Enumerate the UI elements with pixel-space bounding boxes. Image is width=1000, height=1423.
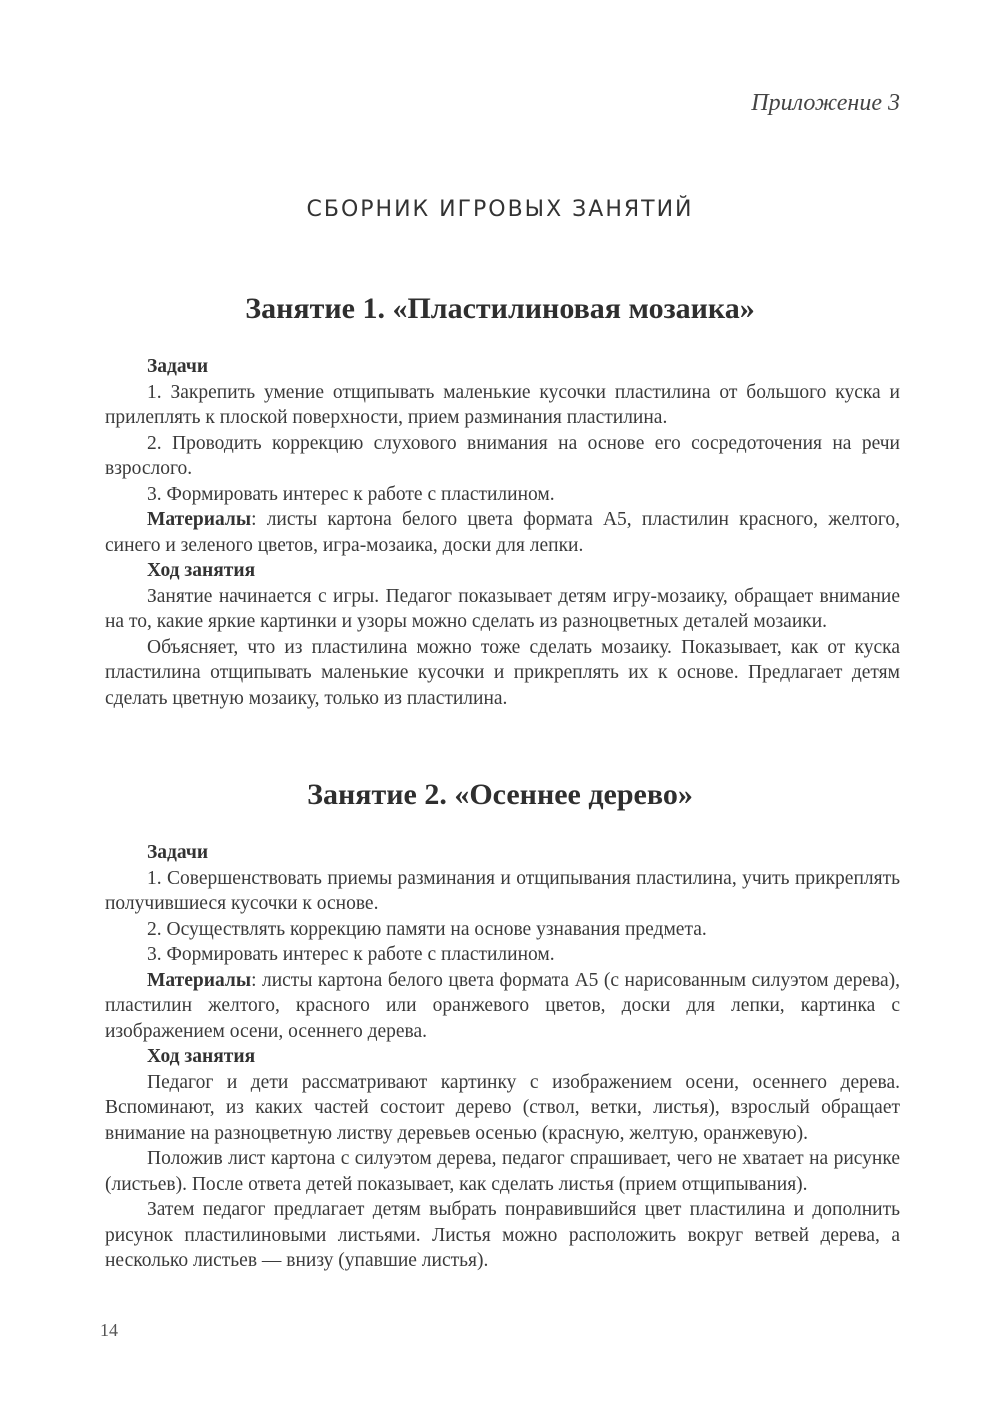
appendix-label: Приложение 3: [751, 90, 900, 116]
lesson1-course-heading: Ход занятия: [147, 560, 256, 581]
lesson1-task-1: 1. Закрепить умение отщипывать маленькие кусочки пластилина от большого куска и прилеплять к плоской поверхности, прием разминания пластилина.: [105, 381, 900, 428]
lesson1-body: [105, 354, 900, 711]
lesson2-paragraph-3: Затем педагог предлагает детям выбрать понравившийся цвет пластилина и дополнить рисунок пластилиновыми листьями. Листья можно расположить вокруг ветвей дерева, а несколько листьев — внизу (упавшие листья).: [105, 1199, 900, 1271]
lesson2-course-heading: Ход занятия: [147, 1046, 256, 1067]
lesson1-paragraph-2: Объясняет, что из пластилина можно тоже сделать мозаику. Показывает, как от куска пластилина отщипывать маленькие кусочки и прикреплять их к основе. Предлагает детям сделать цветную мозаику, только из пластилина.: [105, 636, 900, 709]
lesson2-materials: [105, 968, 900, 1045]
lesson1-materials-label: Материалы: [147, 509, 252, 530]
lesson2-paragraph-2: Положив лист картона с силуэтом дерева, педагог спрашивает, чего не хватает на рисунке (листьев). После ответа детей показывает, как сделать листья (прием отщипывания).: [105, 1148, 900, 1195]
lesson1-title: Занятие 1. «Пластилиновая мозаика»: [245, 292, 755, 325]
lesson2-task-1: 1. Совершенствовать приемы разминания и отщипывания пластилина, учить прикреплять получившиеся кусочки к основе.: [105, 867, 900, 914]
lesson1-tasks-heading: Задачи: [147, 356, 209, 377]
lesson2-task-2: 2. Осуществлять коррекцию памяти на основе узнавания предмета.: [147, 918, 707, 940]
lesson2-materials-label: Материалы: [147, 969, 252, 991]
collection-title: СБОРНИК ИГРОВЫХ ЗАНЯТИЙ: [306, 197, 694, 222]
page-number: 14: [100, 1320, 118, 1340]
lesson2-body: [105, 840, 900, 1274]
lesson1-paragraph-1: Занятие начинается с игры. Педагог показывает детям игру-мозаику, обращает внимание на то, какие яркие картинки и узоры можно сделать из разноцветных деталей мозаики.: [105, 585, 900, 632]
lesson2-title: Занятие 2. «Осеннее дерево»: [307, 778, 693, 811]
lesson2-paragraph-1: Педагог и дети рассматривают картинку с изображением осени, осеннего дерева. Вспоминают, из каких частей состоит дерево (ствол, ветки, листья), взрослый обращает внимание на разноцветную листву деревьев осенью (красную, желтую, оранжевую).: [105, 1071, 900, 1144]
lesson1-materials: [105, 507, 900, 558]
lesson1-task-3: 3. Формировать интерес к работе с пластилином.: [147, 483, 555, 505]
lesson1-materials-text: : листы картона белого цвета формата А5, пластилин красного, желтого, синего и зеленого цветов, игра-мозаика, доски для лепки.: [105, 509, 900, 556]
lesson2-task-3: 3. Формировать интерес к работе с пластилином.: [147, 944, 555, 965]
lesson2-materials-text: : листы картона белого цвета формата А5 (с нарисованным силуэтом дерева), пластилин желтого, красного или оранжевого цветов, доски для лепки, картинка с изображением осени, осеннего дерева.: [105, 969, 900, 1042]
lesson1-task-2: 2. Проводить коррекцию слухового внимания на основе его сосредоточения на речи взрослого.: [105, 432, 900, 479]
lesson2-tasks-heading: Задачи: [147, 842, 209, 863]
